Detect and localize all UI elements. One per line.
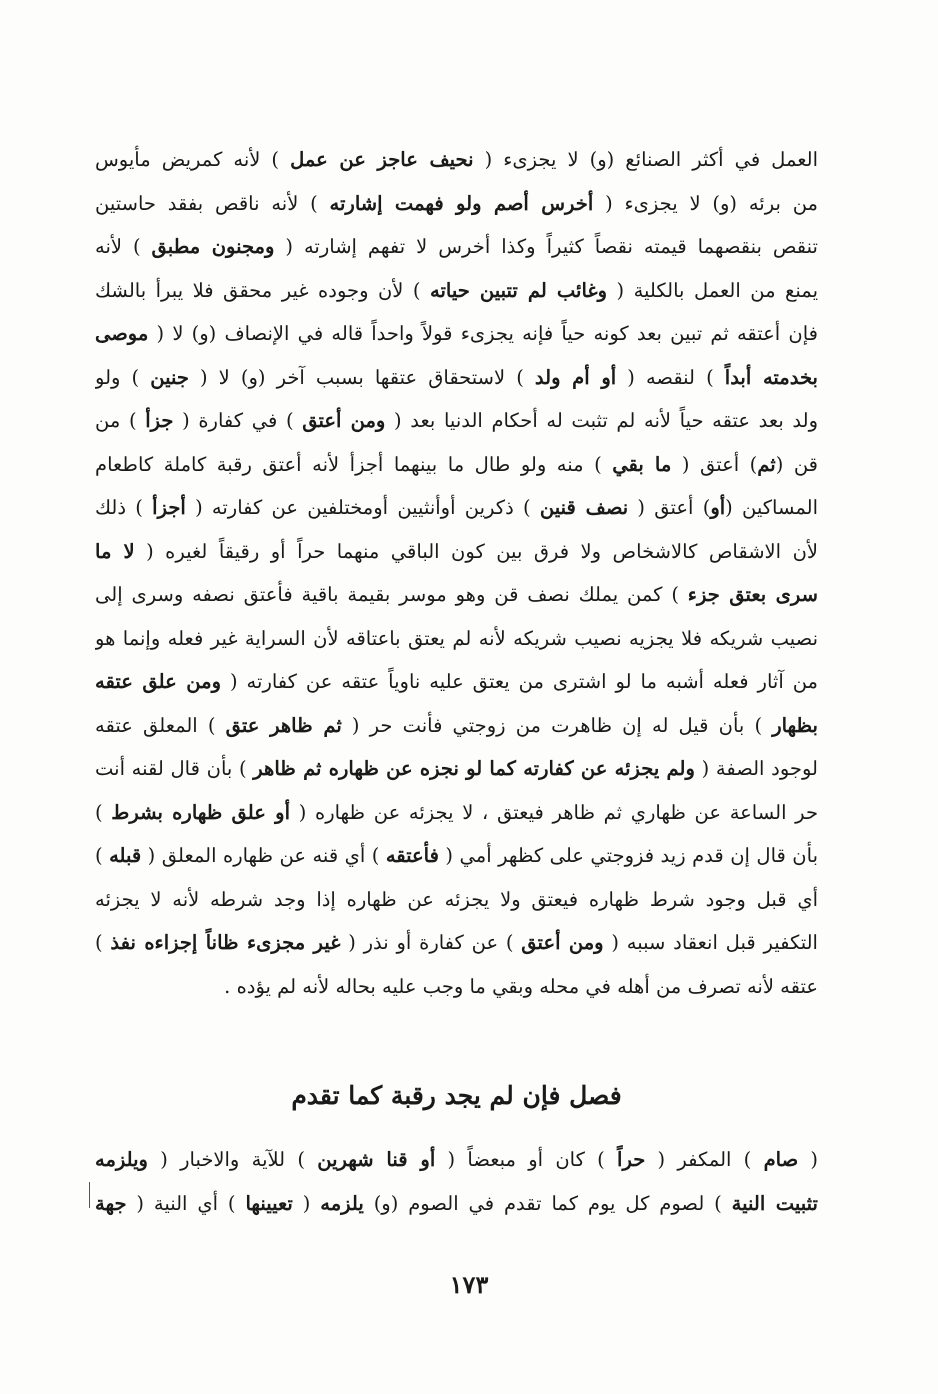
commentary-text: أي قبل وجود شرط ظهاره فيعتق ولا يجزئه عن ظهاره إذا وجد شرطه لأنه لا يجزئه bbox=[95, 887, 818, 911]
commentary-text: ) bbox=[95, 844, 110, 867]
bold-matn-text: ولم يجزئه عن كفارته كما لو نجزه عن ظهاره ثم ظاهر bbox=[253, 757, 695, 780]
text-line bbox=[95, 443, 818, 487]
commentary-text: العمل في أكثر الصنائع (و) لا يجزىء ( bbox=[473, 148, 818, 171]
text-line bbox=[95, 573, 818, 617]
text-line bbox=[95, 617, 818, 661]
commentary-text: من آثار فعله أشبه ما لو اشترى من يعتق عليه ناوياً عتقه عن كفارته ( bbox=[221, 670, 818, 693]
commentary-text: ) المكفر ( bbox=[645, 1148, 764, 1171]
body-text bbox=[95, 138, 818, 1008]
commentary-text: ) من bbox=[95, 409, 146, 432]
text-line bbox=[95, 486, 818, 530]
bold-matn-text: ما بقي bbox=[612, 452, 672, 476]
commentary-text: لوجود الصفة ( bbox=[694, 757, 818, 780]
text-line bbox=[95, 225, 818, 269]
commentary-text: ) بأن قيل له إن ظاهرت من زوجتي فأنت حر ( bbox=[341, 713, 773, 737]
commentary-text: بأن قال إن قدم زيد فزوجتي على كظهر أمي ( bbox=[438, 844, 818, 867]
bold-matn-text: وغائب لم تتبين حياته bbox=[430, 278, 607, 302]
commentary-text: ) لأنه ناقص بفقد حاستين bbox=[95, 191, 330, 215]
bold-matn-text: أو قنا شهرين bbox=[317, 1148, 436, 1171]
page-number: ١٧٣ bbox=[449, 1270, 489, 1299]
commentary-text: ) في كفارة ( bbox=[173, 409, 303, 432]
commentary-text: ) bbox=[95, 931, 111, 954]
commentary-text: ) لاستحقاق عتقها بسبب آخر (و) لا ( bbox=[188, 365, 535, 389]
commentary-text: التكفير قبل انعقاد سببه ( bbox=[603, 931, 818, 954]
section-heading: فصل فإن لم يجد رقبة كما تقدم bbox=[291, 1081, 622, 1110]
commentary-text: ) بأن قال لقنه أنت bbox=[95, 757, 254, 780]
commentary-text: ) لصوم كل يوم كما تقدم في الصوم (و) bbox=[363, 1191, 732, 1215]
bold-matn-text: فأعتقه bbox=[385, 844, 439, 867]
commentary-text: ) أعتق ( bbox=[628, 496, 711, 519]
bold-matn-text: ومن أعتق bbox=[302, 409, 386, 432]
commentary-text: قن ( bbox=[775, 452, 818, 476]
bold-matn-text: أو علق ظهاره بشرط bbox=[111, 800, 291, 824]
commentary-text: حر الساعة عن ظهاري ثم ظاهر فيعتق ، لا يجزئه عن ظهاره ( bbox=[290, 800, 818, 824]
text-line bbox=[95, 1182, 818, 1226]
commentary-text: ) أعتق ( bbox=[671, 452, 758, 476]
commentary-text: ولد بعد عتقه حياً لأنه لم تثبت له أحكام الدنيا بعد ( bbox=[385, 409, 818, 432]
commentary-text: عتقه لأنه تصرف من أهله في محله وبقي ما وجب عليه بحاله لأنه لم يؤده . bbox=[224, 974, 818, 998]
text-line bbox=[95, 269, 818, 313]
bold-matn-text: جنين bbox=[150, 365, 189, 389]
commentary-text: ) bbox=[95, 800, 112, 824]
commentary-text: ) كان أو مبعضاً ( bbox=[435, 1148, 618, 1171]
bold-matn-text: موصى bbox=[95, 322, 149, 345]
bold-matn-text: ثم ظاهر عتق bbox=[225, 713, 342, 737]
text-line bbox=[95, 660, 818, 704]
text-line bbox=[95, 921, 818, 965]
bold-matn-text: ومن أعتق bbox=[521, 931, 604, 954]
commentary-text: ) للآية والاخبار ( bbox=[147, 1148, 318, 1171]
text-line bbox=[95, 356, 818, 400]
commentary-text: ( bbox=[798, 1148, 818, 1171]
bold-matn-text: تثبيت النية bbox=[731, 1191, 818, 1215]
commentary-text: ) لأنه كمريض مأيوس bbox=[95, 148, 291, 171]
commentary-text: ) لأن وجوده غير محقق فلا يبرأ بالشك bbox=[95, 278, 431, 302]
commentary-text: ) أي النية ( bbox=[126, 1191, 246, 1215]
commentary-text: ) المعلق عتقه bbox=[95, 713, 226, 737]
text-line bbox=[95, 530, 818, 574]
bold-matn-text: صام bbox=[763, 1148, 799, 1171]
text-line bbox=[95, 1138, 818, 1182]
bold-matn-text: بخدمته أبداً bbox=[724, 365, 818, 389]
commentary-text: ) ذكرين أوأنثيين أومختلفين عن كفارته ( bbox=[185, 496, 540, 519]
text-line bbox=[95, 399, 818, 443]
bold-matn-text: جهة bbox=[95, 1191, 127, 1215]
commentary-text: ) منه ولو طال ما بينهما أجزأ لأنه أعتق رقبة كاملة كاطعام bbox=[95, 452, 613, 476]
commentary-text: ) كمن يملك نصف قن وهو موسر بقيمة باقية فأعتق نصفه وسرى إلى bbox=[95, 583, 688, 606]
bold-matn-text: لا ما bbox=[95, 539, 135, 563]
bold-matn-text: أجزأ bbox=[152, 496, 186, 519]
bold-matn-text: ومجنون مطبق bbox=[151, 235, 275, 258]
bold-matn-text: غير مجزىء ظاناً إجزاءه نفذ bbox=[110, 931, 341, 954]
bold-matn-text: نصف قنين bbox=[539, 496, 629, 519]
text-line bbox=[95, 182, 818, 226]
text-line bbox=[95, 747, 818, 791]
commentary-text: من برئه (و) لا يجزىء ( bbox=[593, 191, 818, 215]
bold-matn-text: حراً bbox=[617, 1148, 646, 1171]
commentary-text: ) أي قنه عن ظهاره المعلق ( bbox=[141, 844, 386, 867]
bold-matn-text: يلزمه bbox=[320, 1191, 364, 1215]
text-line bbox=[95, 704, 818, 748]
commentary-text: لأن الاشقاص كالاشخاص ولا فرق بين كون الباقي منهما حراً أو رقيقاً لغيره ( bbox=[134, 539, 818, 563]
commentary-text: المساكين ( bbox=[725, 496, 818, 519]
bold-matn-text: بظهار bbox=[772, 713, 818, 737]
bold-matn-text: سرى بعتق جزء bbox=[687, 583, 818, 606]
bold-matn-text: ويلزمه bbox=[95, 1148, 148, 1171]
text-line bbox=[95, 834, 818, 878]
margin-mark bbox=[89, 1182, 90, 1208]
text-line bbox=[95, 312, 818, 356]
commentary-text: ) عن كفارة أو نذر ( bbox=[340, 931, 522, 954]
commentary-text: تنقص بنقصهما قيمته نقصاً كثيراً وكذا أخرس لا تفهم إشارته ( bbox=[274, 235, 818, 258]
bold-matn-text: ومن علق عتقه bbox=[95, 670, 222, 693]
text-line bbox=[95, 878, 818, 922]
commentary-text: نصيب شريكه فلا يجزيه نصيب شريكه لأنه لم يعتق باعتاقه لأن السراية غير فعله وإنما هو bbox=[95, 626, 818, 650]
commentary-text: ) لنقصه ( bbox=[616, 365, 725, 389]
bold-matn-text: أخرس أصم ولو فهمت إشارته bbox=[329, 191, 594, 215]
bold-matn-text: جزأ bbox=[145, 409, 174, 432]
text-line bbox=[95, 138, 818, 182]
bold-matn-text: نحيف عاجز عن عمل bbox=[290, 148, 474, 171]
commentary-text: ) ذلك bbox=[95, 496, 153, 519]
text-line bbox=[95, 965, 818, 1009]
commentary-text: ) ولو bbox=[95, 365, 151, 389]
bold-matn-text: تعيينها bbox=[245, 1191, 293, 1215]
commentary-text: ( bbox=[292, 1191, 321, 1215]
text-line bbox=[95, 791, 818, 835]
commentary-text: فإن أعتقه ثم تبين بعد كونه حياً فإنه يجزىء قولاً واحداً قاله في الإنصاف (و) لا ( bbox=[148, 322, 818, 345]
bold-matn-text: أو أم ولد bbox=[534, 365, 617, 389]
bold-matn-text: ثم bbox=[757, 452, 776, 476]
bold-matn-text: أو bbox=[710, 496, 726, 519]
commentary-text: ) لأنه bbox=[95, 235, 152, 258]
bold-matn-text: قبله bbox=[109, 844, 142, 867]
commentary-text: يمنع من العمل بالكلية ( bbox=[607, 278, 818, 302]
section-text bbox=[95, 1138, 818, 1225]
